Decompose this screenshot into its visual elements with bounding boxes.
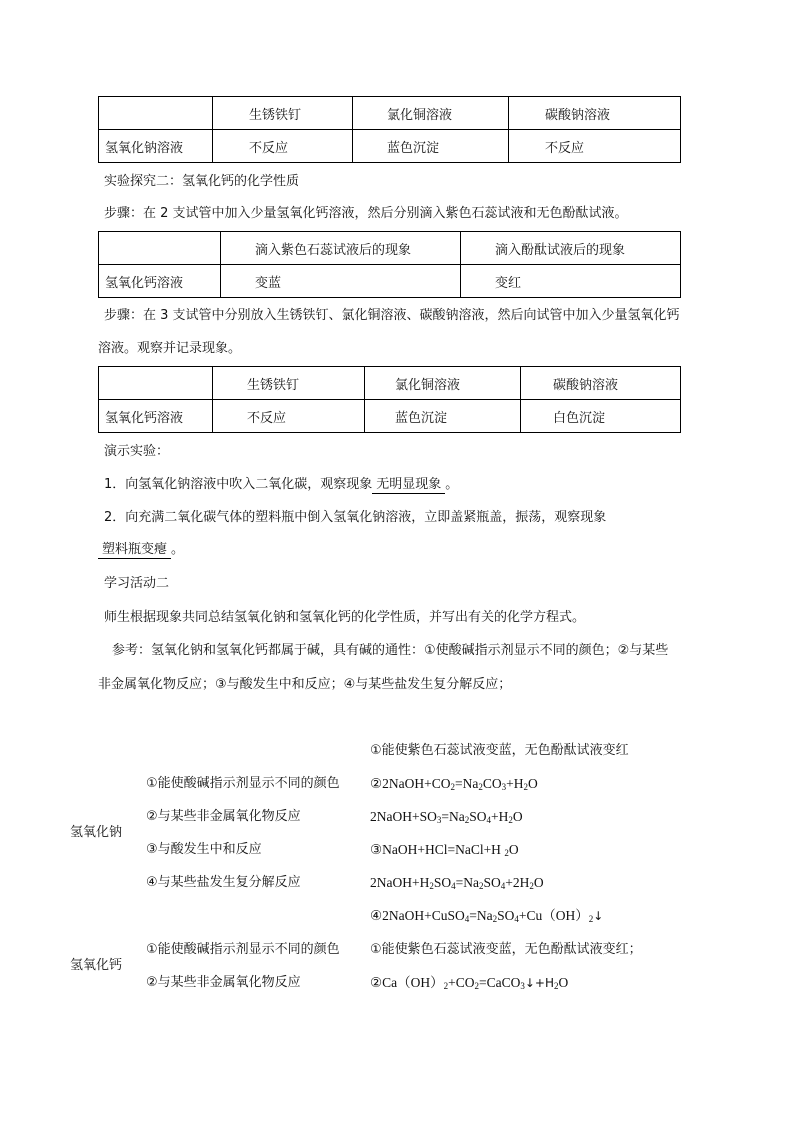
demo2-line2	[98, 541, 184, 559]
caoh2-equation-indicator: ①能使紫色石蕊试液变蓝，无色酚酞试液变红；	[370, 942, 642, 957]
eq-part: =Na	[469, 908, 493, 923]
table-cell: 氢氧化钙溶液	[99, 265, 221, 298]
eq-subscript: 2	[554, 981, 559, 991]
eq-subscript: 4	[451, 881, 456, 891]
table-cell: 变红	[461, 265, 681, 298]
table-cell: 滴入紫色石蕊试液后的现象	[221, 232, 461, 265]
step1-text: 步骤：在 2 支试管中加入少量氢氧化钙溶液，然后分别滴入紫色石蕊试液和无色酚酞试液。	[104, 206, 628, 221]
eq-part: O	[558, 975, 569, 990]
eq-subscript: 3	[436, 815, 442, 825]
eq-subscript: 4	[486, 815, 491, 825]
table-cell: 氯化铜溶液	[365, 367, 521, 400]
demo1-line	[104, 476, 458, 494]
eq-subscript: 4	[514, 914, 519, 924]
eq-subscript: 2	[588, 914, 594, 924]
reference-line2: 非金属氧化物反应；③与酸发生中和反应；④与某些盐发生复分解反应；	[98, 677, 512, 692]
table-header-row	[99, 232, 681, 265]
caoh2-label: 氢氧化钙	[70, 958, 123, 973]
table-cell: 碳酸钠溶液	[509, 97, 681, 130]
eq-part: =Na	[455, 875, 479, 890]
table-cell: 白色沉淀	[521, 400, 681, 433]
step2-line2: 溶液。观察并记录现象。	[98, 341, 242, 356]
table-cell: 蓝色沉淀	[365, 400, 521, 433]
eq-subscript: 2	[450, 782, 455, 792]
eq-part: ③NaOH+HCl=NaCl+H	[370, 842, 505, 857]
table-header-row	[99, 367, 681, 400]
naoh-equation-h2so4	[370, 874, 544, 892]
reference-line1: 参考：氢氧化钠和氢氧化钙都属于碱，具有碱的通性：①使酸碱指示剂显示不同的颜色；②与某些	[112, 643, 669, 658]
eq-part: +Cu（OH）	[518, 908, 589, 923]
eq-subscript: 2	[443, 981, 449, 991]
caoh2-prop: ②与某些非金属氧化物反应	[146, 975, 301, 990]
caoh2-prop: ①能使酸碱指示剂显示不同的颜色	[146, 942, 340, 957]
eq-part: O	[512, 809, 523, 824]
table-cell	[99, 232, 221, 265]
eq-part: ②Ca（OH）	[370, 975, 444, 990]
demo2-suffix: 。	[171, 542, 185, 557]
eq-subscript: 4	[500, 881, 506, 891]
eq-part: O	[527, 776, 538, 791]
eq-part: O	[508, 842, 519, 857]
table-cell: 不反应	[213, 400, 365, 433]
eq-subscript: 2	[529, 881, 534, 891]
naoh-equation-hcl	[370, 841, 519, 859]
eq-part: ↓	[593, 909, 604, 923]
eq-part: 2NaOH+SO	[370, 809, 437, 824]
eq-part: SO	[483, 875, 501, 890]
demo2-answer: 塑料瓶变瘪	[98, 542, 171, 559]
table-cell: 氯化铜溶液	[353, 97, 509, 130]
eq-subscript: 4	[464, 914, 470, 924]
exp2-title: 实验探究二：氢氧化钙的化学性质	[104, 174, 300, 189]
eq-subscript: 2	[504, 848, 509, 858]
eq-part: ↓+H	[524, 976, 554, 990]
table-cell: 生锈铁钉	[213, 97, 353, 130]
naoh-equation-indicator: ①能使紫色石蕊试液变蓝，无色酚酞试液变红	[370, 743, 629, 758]
demo1-answer: 无明显现象	[372, 477, 445, 494]
eq-subscript: 2	[478, 782, 483, 792]
demo2-line1: 2．向充满二氧化碳气体的塑料瓶中倒入氢氧化钠溶液，立即盖紧瓶盖，振荡，观察现象	[104, 510, 607, 525]
table-cell	[99, 97, 213, 130]
table-cell: 不反应	[213, 130, 353, 163]
table-naoh-reactions	[98, 96, 681, 163]
table-cell: 蓝色沉淀	[353, 130, 509, 163]
table-cell: 生锈铁钉	[213, 367, 365, 400]
table-cell	[99, 367, 213, 400]
eq-part: =Na	[454, 776, 479, 791]
naoh-label: 氢氧化钠	[70, 825, 123, 840]
eq-subscript: 2	[492, 914, 498, 924]
naoh-prop: ④与某些盐发生复分解反应	[146, 875, 301, 890]
activity2-text: 师生根据现象共同总结氢氧化钠和氢氧化钙的化学性质，并写出有关的化学方程式。	[104, 610, 586, 625]
naoh-equation-co2	[370, 775, 538, 793]
eq-part: =Na	[441, 809, 465, 824]
table-row	[99, 265, 681, 298]
eq-part: CO	[482, 776, 502, 791]
activity2-title: 学习活动二	[104, 576, 170, 591]
table-cell: 碳酸钠溶液	[521, 367, 681, 400]
eq-part: +2H	[505, 875, 530, 890]
eq-subscript: 2	[464, 815, 470, 825]
naoh-prop: ①能使酸碱指示剂显示不同的颜色	[146, 776, 340, 791]
caoh2-equation-co2	[370, 974, 568, 992]
eq-part: ②2NaOH+CO	[370, 776, 451, 791]
naoh-prop: ③与酸发生中和反应	[146, 842, 262, 857]
eq-part: SO	[469, 809, 487, 824]
table-row	[99, 400, 681, 433]
table-row	[99, 130, 681, 163]
step2-line1: 步骤：在 3 支试管中分别放入生锈铁钉、氯化铜溶液、碳酸钠溶液，然后向试管中加入少量氢氧化钙	[104, 308, 680, 323]
table-header-row	[99, 97, 681, 130]
eq-part: ④2NaOH+CuSO	[370, 908, 465, 923]
demo-title: 演示实验：	[104, 444, 170, 459]
eq-subscript: 2	[478, 881, 484, 891]
table-caoh2-indicator	[98, 231, 681, 298]
eq-part: =CaCO	[478, 975, 521, 990]
demo1-prefix: 1．向氢氧化钠溶液中吹入二氧化碳，观察现象	[104, 477, 373, 492]
eq-subscript: 2	[523, 782, 528, 792]
demo1-suffix: 。	[445, 477, 459, 492]
table-caoh2-reactions	[98, 366, 681, 433]
eq-part: SO	[497, 908, 515, 923]
naoh-equation-so3	[370, 808, 523, 826]
table-cell: 变蓝	[221, 265, 461, 298]
naoh-prop: ②与某些非金属氧化物反应	[146, 809, 301, 824]
eq-part: +CO	[448, 975, 475, 990]
table-cell: 氢氧化钠溶液	[99, 130, 213, 163]
eq-subscript: 2	[429, 881, 434, 891]
table-cell: 氢氧化钙溶液	[99, 400, 213, 433]
eq-part: 2NaOH+H	[370, 875, 430, 890]
eq-subscript: 2	[474, 981, 479, 991]
eq-part: +H	[491, 809, 509, 824]
naoh-equation-cuso4	[370, 907, 603, 925]
eq-part: O	[533, 875, 544, 890]
table-cell: 滴入酚酞试液后的现象	[461, 232, 681, 265]
table-cell: 不反应	[509, 130, 681, 163]
eq-part: SO	[433, 875, 452, 890]
eq-subscript: 3	[520, 981, 525, 991]
eq-part: +H	[506, 776, 524, 791]
eq-subscript: 2	[508, 815, 513, 825]
eq-subscript: 3	[501, 782, 507, 792]
